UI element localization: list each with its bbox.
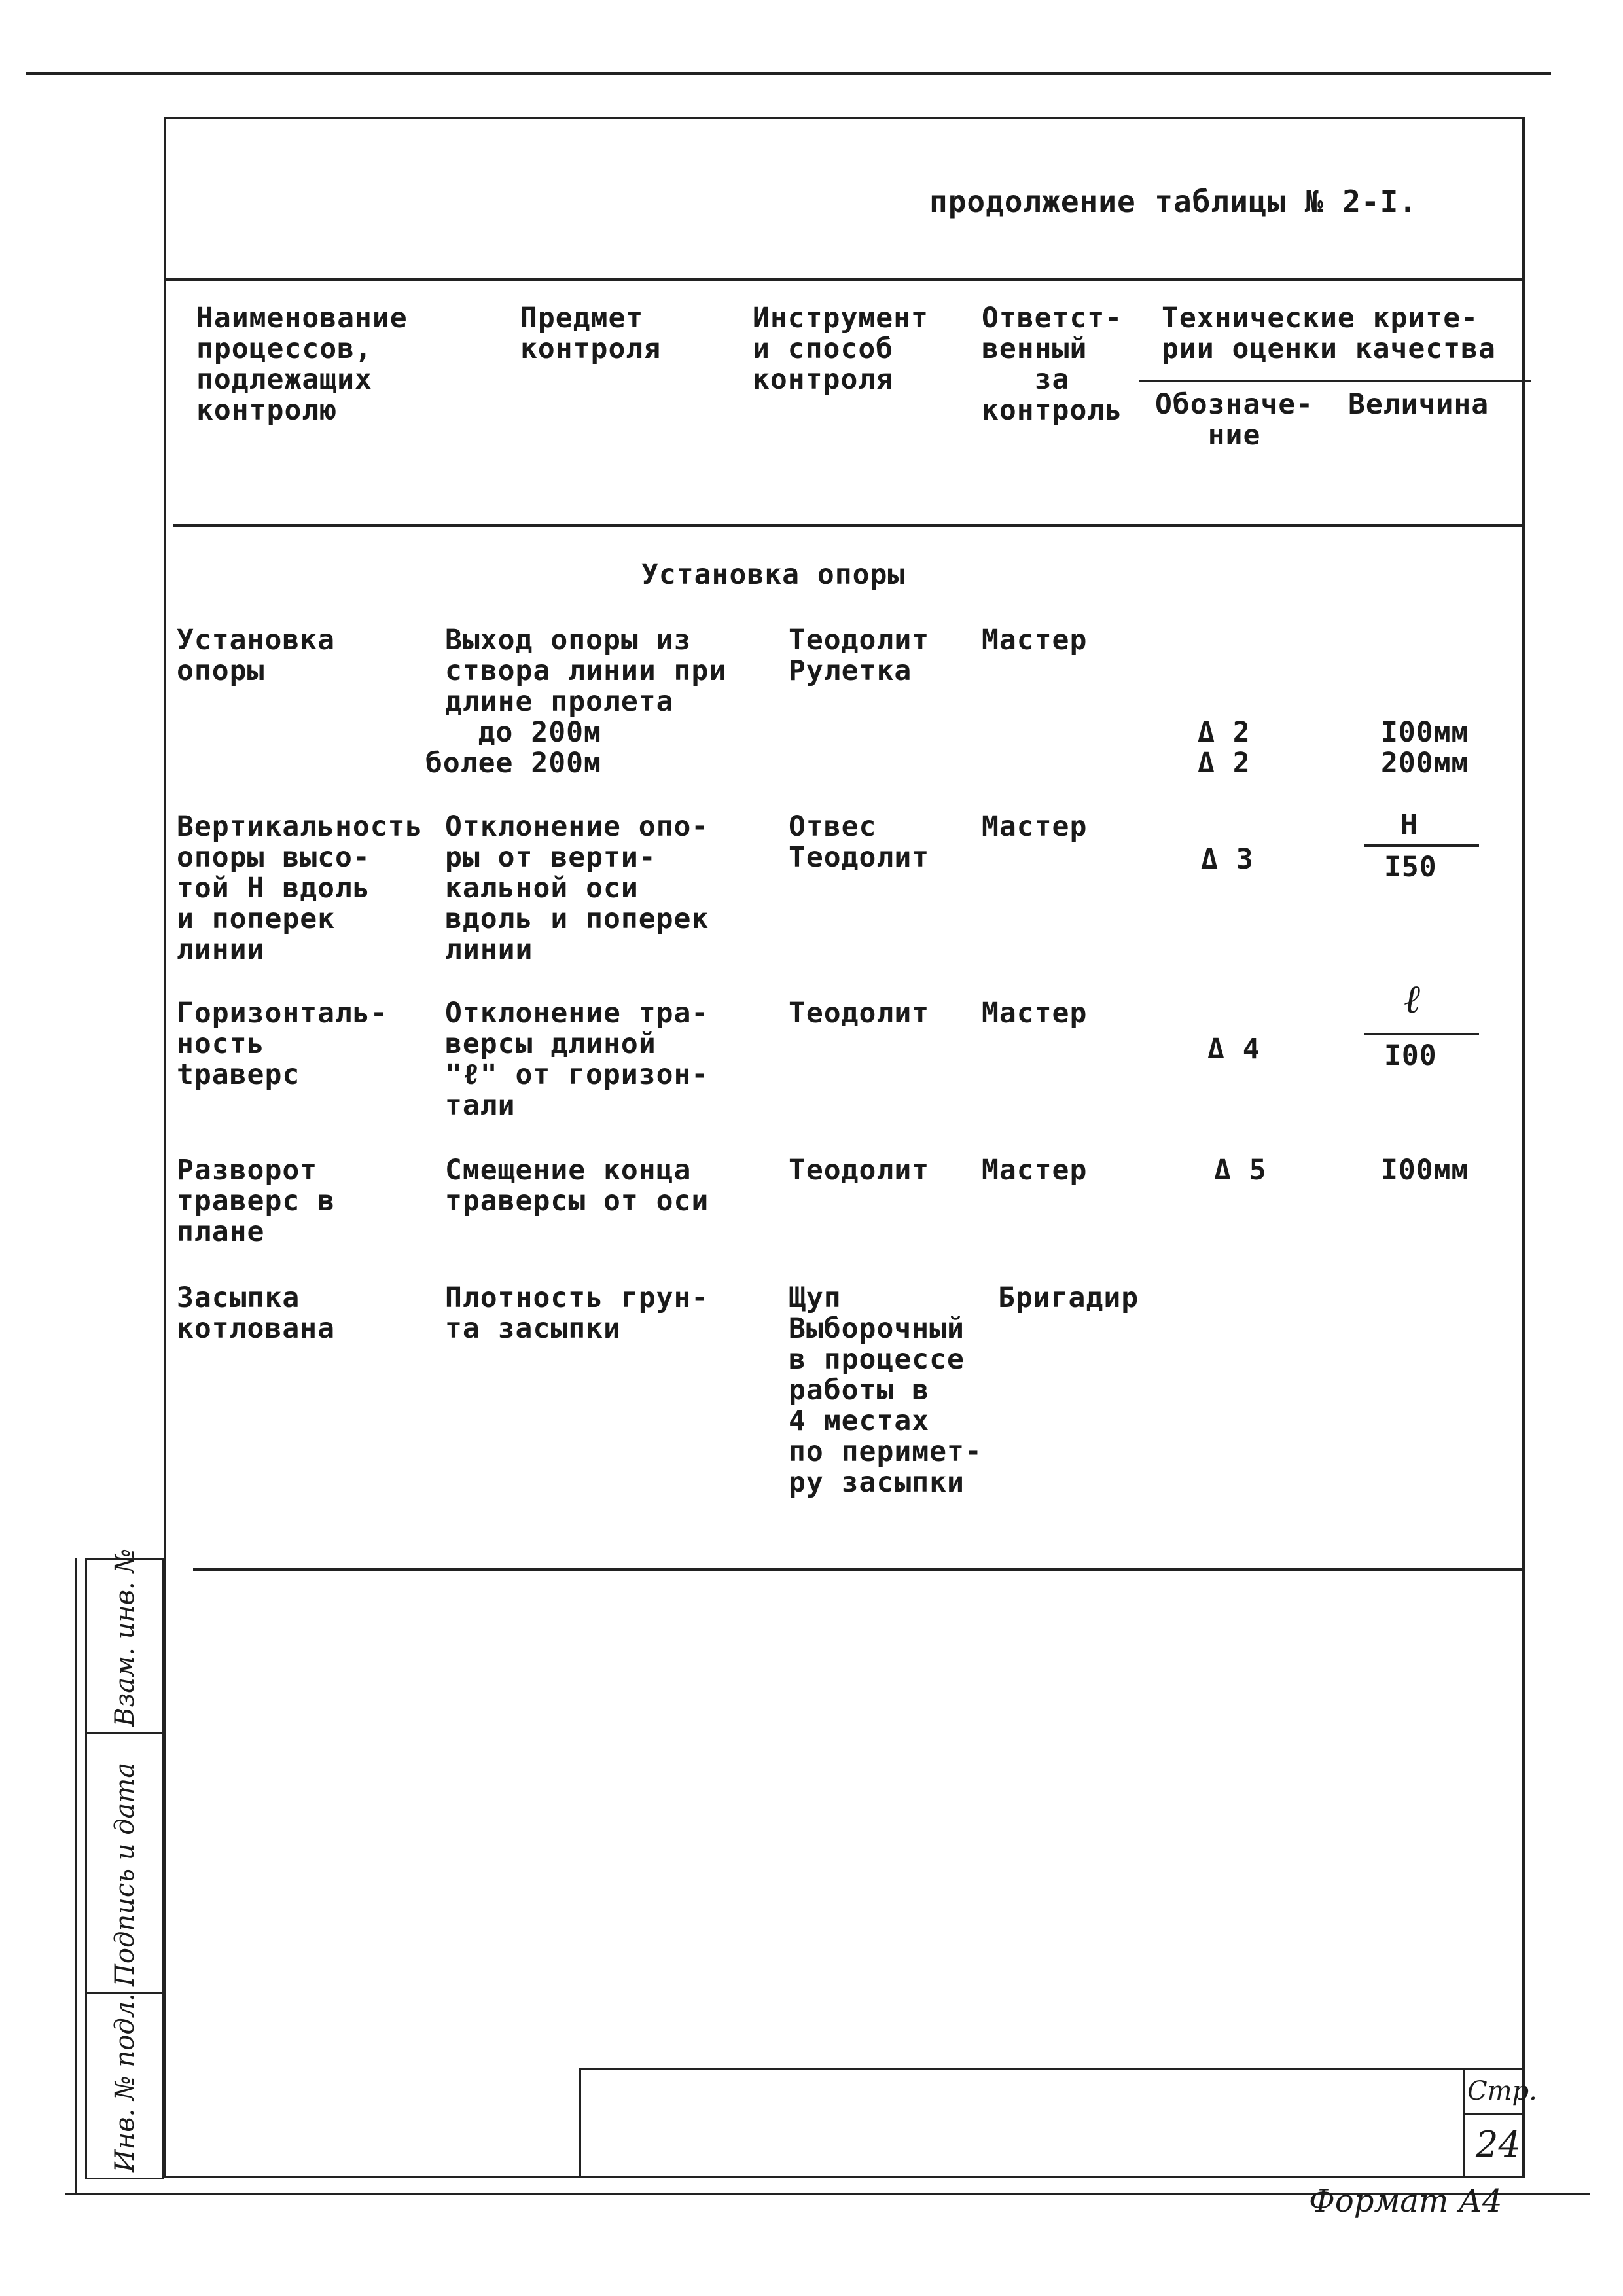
row5-instrument: Щуп Выборочный в процессе работы в 4 местах по перимет- ру засыпки — [789, 1282, 982, 1499]
row3-process: Горизонталь- ность tраверс — [177, 997, 388, 1091]
row2-value-numerator: H — [1400, 809, 1418, 842]
row1-subject: Выход опоры из створа линии при длине пролета — [445, 624, 727, 718]
row3-subject: Отклонение тра- версы длиной "ℓ" от горизон- тали — [445, 997, 709, 1122]
row4-designation: Δ 5 — [1214, 1154, 1267, 1187]
row3-value-denominator: I00 — [1384, 1039, 1437, 1072]
row4-responsible: Мастер — [982, 1154, 1088, 1187]
row3-instrument: Теодолит — [789, 997, 930, 1030]
row3-responsible: Мастер — [982, 997, 1088, 1030]
row2-designation: Δ 3 — [1201, 843, 1254, 876]
row3-value-numerator: ℓ — [1404, 977, 1421, 1022]
criteria-underline — [1139, 380, 1531, 382]
row5-responsible: Бригадир — [998, 1282, 1139, 1314]
row1-instrument: Теодолит Рулетка — [789, 624, 930, 687]
row1-value: I00мм 200мм — [1381, 716, 1469, 780]
row1-process: Установка опоры — [177, 624, 335, 687]
stamp-sign-date-cell — [85, 1732, 164, 1994]
stamp-replace-inv-cell — [85, 1548, 164, 1734]
row1-designation: Δ 2 Δ 2 — [1198, 716, 1251, 780]
col-header-value: Величина — [1348, 388, 1489, 421]
col-header-designation: Обозначе- ние — [1155, 388, 1313, 452]
col-header-instrument: Инструмент и способ контроля — [753, 302, 929, 396]
sheet-left-line — [75, 1558, 77, 2193]
page-number: 24 — [1476, 2124, 1521, 2165]
row5-process: Засыпка котлована — [177, 1282, 335, 1345]
header-bottom-rule — [173, 524, 1525, 527]
row2-subject: Отклонение опо- ры от верти- кальной оси вдоль и поперек линии — [445, 810, 709, 966]
row3-designation: Δ 4 — [1207, 1033, 1260, 1066]
row4-subject: Смещение конца траверсы от оси — [445, 1154, 709, 1217]
row3-fraction-bar — [1364, 1033, 1479, 1035]
table-bottom-rule — [193, 1568, 1525, 1571]
page-label: Стр. — [1467, 2076, 1537, 2106]
sheet-top-line — [26, 72, 1551, 75]
col-header-process: Наименование процессов, подлежащих контролю — [196, 302, 408, 427]
row2-responsible: Мастер — [982, 810, 1088, 843]
row2-fraction-bar — [1364, 844, 1479, 847]
row4-value: I00мм — [1381, 1154, 1469, 1187]
stamp-inv-orig-cell — [85, 1992, 164, 2179]
col-header-subject: Предмет контроля — [520, 302, 662, 365]
format-label: Формат А4 — [1309, 2183, 1503, 2219]
stamp-sign-date-label: Подпись и дата — [110, 1762, 140, 1986]
page-number-divider — [1463, 2113, 1525, 2115]
header-top-rule — [164, 278, 1525, 281]
section-title: Установка опоры — [641, 558, 906, 591]
row2-instrument: Отвес Теодолит — [789, 810, 930, 874]
row1-subject-spans: до 200м более 200м — [425, 716, 601, 780]
col-header-responsible: Ответст- венный за контроль — [982, 302, 1123, 427]
row4-process: Разворот траверс в плане — [177, 1154, 335, 1248]
table-continuation-title: продолжение таблицы № 2-I. — [929, 184, 1418, 219]
row4-instrument: Теодолит — [789, 1154, 930, 1187]
stamp-replace-inv-label: Взам. инв. № — [110, 1548, 140, 1727]
row5-subject: Плотность грун- та засыпки — [445, 1282, 709, 1345]
row2-process: Вертикальность опоры высо- той Н вдоль и поперек линии — [177, 810, 423, 966]
col-header-criteria: Технические крите- рии оценки качества — [1162, 302, 1496, 365]
row2-value-denominator: I50 — [1384, 851, 1437, 884]
row1-responsible: Мастер — [982, 624, 1088, 656]
title-block — [579, 2068, 1525, 2178]
stamp-inv-orig-label: Инв. № подл. — [110, 1993, 140, 2172]
